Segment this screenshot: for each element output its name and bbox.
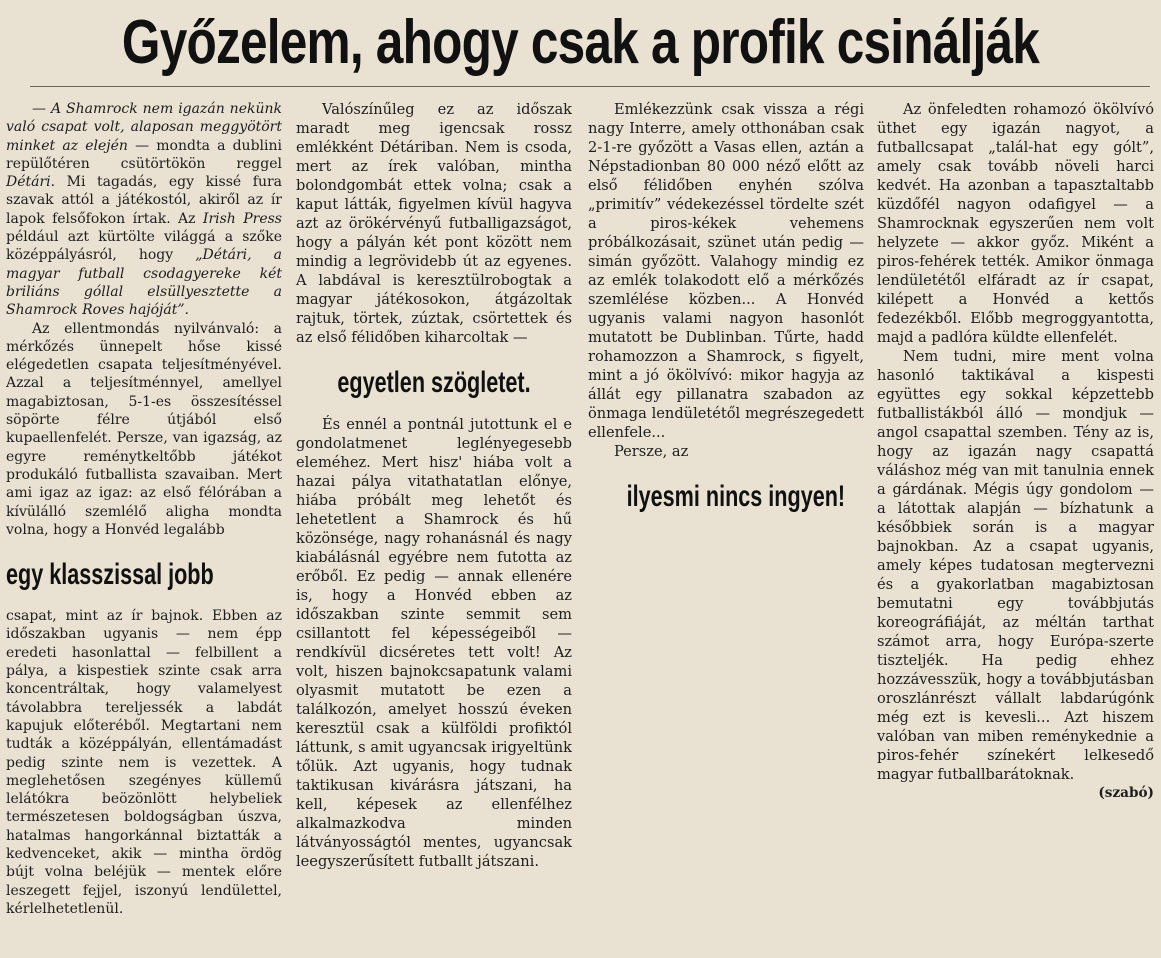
subheading-3: ilyesmi nincs ingyen! (626, 480, 846, 513)
subheading-2: egyetlen szögletet. (337, 366, 531, 399)
paragraph-9: Nem tudni, mire ment volna hasonló taktikával a kispesti együttes egy sokkal képzettebb futballistákból álló — mondjuk — angol csapattal szemben. Tény az is, hogy az igazán nagy csapattá váláshoz még van mit tanulnia ennek a gárdának. Mégis úgy gondolom — a látottak alapján — bízhatunk a későbbiek során is a magyar bajnokban. Az a csapat ugyanis, amely képes tudatosan megtervezni és a gyakorlatban magabiztosan bemutatni egy továbbjutás koreográfiáját, az méltán tarthat számot arra, hogy Európa-szerte tiszteljék. Ha pedig ehhez hozzávesszük, hogy a továbbjutásban oroszlánrészt vállalt labdarúgónk még ezt is kevesli... Azt hiszem valóban van miben reménykednie a piros-fehér színekért lelkesedő magyar futballbarátoknak. (877, 348, 1154, 783)
paragraph-7: Persze, az (614, 443, 689, 460)
intro-text-3: például azt kürtölte világgá a szőke középpályásról, hogy (6, 229, 282, 264)
intro-paragraph (6, 100, 282, 320)
column-4 (877, 100, 1154, 803)
paragraph-2: Az ellentmondás nyilvánvaló: a mérkőzés ünnepelt hőse kissé elégedetlen csapata teljesítményével. Azzal a teljesítménnyel, amellyel magabiztosan, 5-1-es összesítéssel söpörte félre útjából első kupaellenfelét. Persze, van igazság, az egyre reménytkeltőbb játékot produkáló futballista szavaiban. Mert ami igaz az igaz: az első félórában a kívülálló szemlélő aligha mondta volna, hogy a Honvéd legalább (6, 320, 282, 538)
headline: Győzelem, ahogy csak a profik csinálják (121, 8, 1040, 77)
paragraph-6: Emlékezzünk csak vissza a régi nagy Interre, amely otthonában csak 2-1-re győzött a Vasas ellen, aztán a Népstadionban 80 000 néző előtt az első félidőben enyhén szólva „primitív” védekezéssel tördelte szét a piros-kékek vehemens próbálkozásait, szünet után pedig — simán győzött. Valahogy mindig ez az emlék tolakodott elő a mérkőzés szemlélése közben... A Honvéd ugyanis valami nagyon hasonlót mutatott be Dublinban. Tűrte, hadd rohamozzon a Shamrock, s figyelt, mint a jó ökölvívó: mikor hagyja az állát egy pillanatra szabadon az önmaga lendületétől megrészegedett ellenfele... (588, 101, 864, 441)
column-3 (588, 100, 864, 529)
headline-rule (30, 86, 1150, 87)
paragraph-8: Az önfeledten rohamozó ökölvívó üthet egy igazán nagyot, a futballcsapat „talál-hat egy gólt”, amely csak tovább növeli harci kedvét. Ha azonban a tapasztaltabb küzdőfél nagyon odafigyel — a Shamrocknak egyszerűen nem volt helyzete — akkor győz. Miként a piros-fehérek tették. Amikor önmaga lendületétől elfáradt az ír csapat, kilépett a Honvéd a kettős fedezékből. Előbb megroggyantotta, majd a padlóra küldte ellenfelét. (877, 101, 1154, 346)
intro-text-2: . Mi tagadás, egy kissé fura szavak attól a játékostól, akiről az ír lapok felsőfokon írtak. Az (6, 174, 282, 227)
column-2 (296, 100, 572, 871)
intro-press-quote: „Détári, a magyar futball csodagyereke két briliáns góllal elsüllyesztette a Shamrock Roves hajóját”. (6, 247, 283, 319)
author-signature: (szabó) (1098, 785, 1154, 801)
subheading-1: egy klasszissal jobb (6, 558, 214, 592)
paragraph-5: És ennél a pontnál jutottunk el e gondolatmenet leglényegesebb eleméhez. Mert hisz' hiába volt a hazai pálya vitathatatlan előnye, hiába próbált meg lehetőt és lehetetlent a Shamrock és hű közönsége, nagy rohanásnál és nagy kiabálásnál egyébre nem futotta az erőből. Ez pedig — annak ellenére is, hogy a Honvéd ebben az időszakban szinte semmit sem csillantott fel képességeiből — rendkívül dicséretes tett volt! Az volt, hiszen bajnokcsapatunk valami olyasmit mutatott be ezen a találkozón, amelyet hosszú éveken keresztül csak a külföldi profiktól láttunk, s amit ugyancsak irigyeltünk tőlük. Azt ugyanis, hogy tudnak taktikusan kivárásra játszani, ha kell, képesek az ellenfélhez alkalmazkodva minden látványosságtól mentes, ugyancsak leegyszerűsített futballt játszani. (296, 416, 572, 870)
column-1 (6, 100, 282, 918)
intro-text-1: — mondta a dublini repülőtéren csütörtökön reggel (6, 137, 282, 172)
paragraph-3: csapat, mint az ír bajnok. Ebben az időszakban ugyanis — nem épp eredeti hasonlattal — felbillent a pálya, a kispestiek szinte csak arra koncentráltak, hogy valamelyest távolabbra tereljessék a labdát kapujuk előteréből. Megtartani nem tudták a középpályán, ellentámadást pedig szinte nem is vezettek. A meglehetősen szegényes küllemű lelátókra beözönlött helybeliek természetesen boldogságban úszva, hatalmas hangorkánnal biztatták a kedvenceket, akik — mintha ördög bújt volna beléjük — mentek előre leszegett fejjel, iszonyú lendülettel, kérlelhetetlenül. (6, 608, 282, 917)
intro-newspaper-name: Irish Press (202, 210, 282, 227)
intro-quote-lead: — A Shamrock nem igazán nekünk való csapat volt, alaposan meggyötört minket az elején (6, 101, 282, 154)
intro-name: Détári (6, 174, 51, 191)
paragraph-4: Valószínűleg ez az időszak maradt meg igencsak rossz emlékként Détáriban. Nem is csoda, mert az írek valóban, mintha bolondgombát ettek volna; csak a kaput látták, figyelmen kívül hagyva azt az örökérvényű futballigazságot, hogy a pályán két pont között nem mindig a legrövidebb út az egyenes. A labdával is keresztülrobogtak a magyar játékosokon, átgázoltak rajtuk, törtek, zúztak, csörtettek és az első félidőben kiharcoltak — (296, 101, 572, 346)
